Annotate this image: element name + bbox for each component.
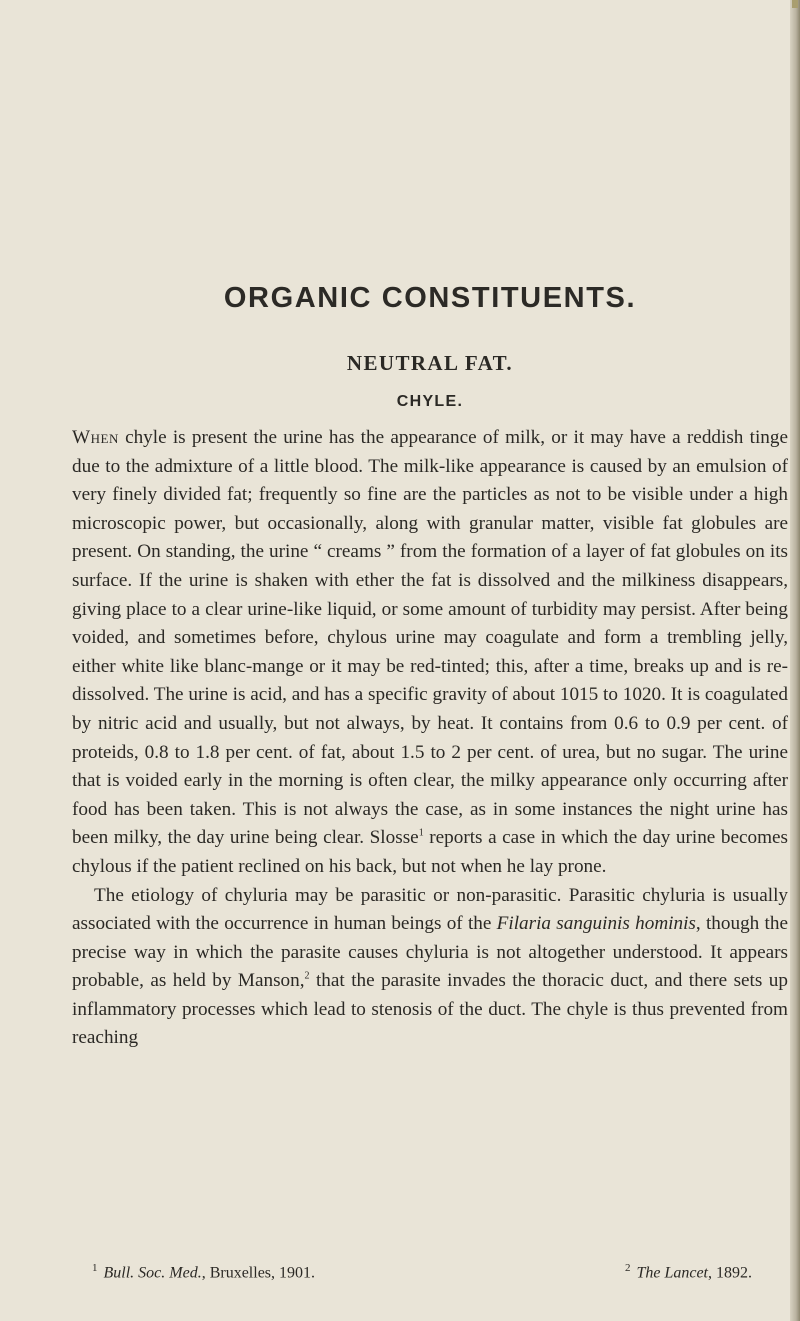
footnote-1-number: 1 [92, 1262, 98, 1274]
footnote-1-rest: , Bruxelles, 1901. [201, 1264, 316, 1282]
page-body [72, 282, 788, 1053]
footnote-2-number: 2 [624, 1262, 631, 1274]
chapter-title: ORGANIC CONSTITUENTS. [223, 282, 637, 314]
paragraph1-text-b: reports a case in which the day urine becomes chylous if the patient reclined on his back, but not when he lay prone. [72, 827, 789, 877]
paragraph2-text-b: , though the precise way in which the parasite causes chyluria is not altogether understood. It appears probable, as held by Manson, [72, 913, 788, 992]
footnote-2-rest: , 1892. [708, 1264, 752, 1282]
paragraph-chyle-description [72, 424, 788, 882]
section-title: NEUTRAL FAT. [346, 351, 514, 375]
page-edge-shadow [790, 0, 800, 1321]
footnote-ref-2[interactable]: 2 [304, 970, 310, 982]
footnote-2 [625, 1262, 752, 1282]
footnote-ref-1[interactable]: 1 [418, 827, 424, 839]
footnote-1 [92, 1262, 315, 1282]
paragraph2-text-c: that the parasite invades the thoracic duct, and there sets up inflammatory processes which lead to stenosis of the duct. The chyle is thus prevented from reaching [72, 970, 788, 1049]
footnote-2-journal: The Lancet [636, 1264, 708, 1282]
subsection-title: CHYLE. [396, 393, 464, 410]
species-name: Filaria sanguinis hominis [496, 913, 696, 935]
paragraph2-text-a: The etiology of chyluria may be parasitic or non-parasitic. Parasitic chyluria is usually associated with the occurrence in human beings of the [72, 884, 788, 935]
page-corner-mark [792, 0, 798, 8]
paragraph1-text-a: chyle is present the urine has the appearance of milk, or it may have a reddish tinge due to the admixture of a little blood. The milk-like appearance is caused by an emulsion of very finely divided fat; frequently so fine are the particles as not to be visible under a high microscopic power, but occasionally, along with granular matter, visible fat globules are present. On standing, the urine “ creams ” from the formation of a layer of fat globules on its surface. If the urine is shaken with ether the fat is dissolved and the milkiness disappears, giving place to a clear urine-like liquid, or some amount of turbidity may persist. After being voided, and sometimes before, chylous urine may coagulate and form a trembling jelly, either white like blanc-mange or it may be red-tinted; this, after a time, breaks up and is re-dissolved. The urine is acid, and has a specific gravity of about 1015 to 1020. It is coagulated by nitric acid and usually, but not always, by heat. It contains from 0.6 to 0.9 per cent. of proteids, 0.8 to 1.8 per cent. of fat, about 1.5 to 2 per cent. of urea, but no sugar. The urine that is voided early in the morning is often clear, the milky appearance only occurring after food has been taken. This is not always the case, as in some instances the night urine has been milky, the day urine being clear. Slosse [72, 427, 788, 849]
footnote-1-journal: Bull. Soc. Med. [103, 1264, 202, 1282]
paragraph-etiology [72, 882, 788, 1054]
footnotes [92, 1262, 752, 1282]
lead-word: When [72, 427, 119, 448]
